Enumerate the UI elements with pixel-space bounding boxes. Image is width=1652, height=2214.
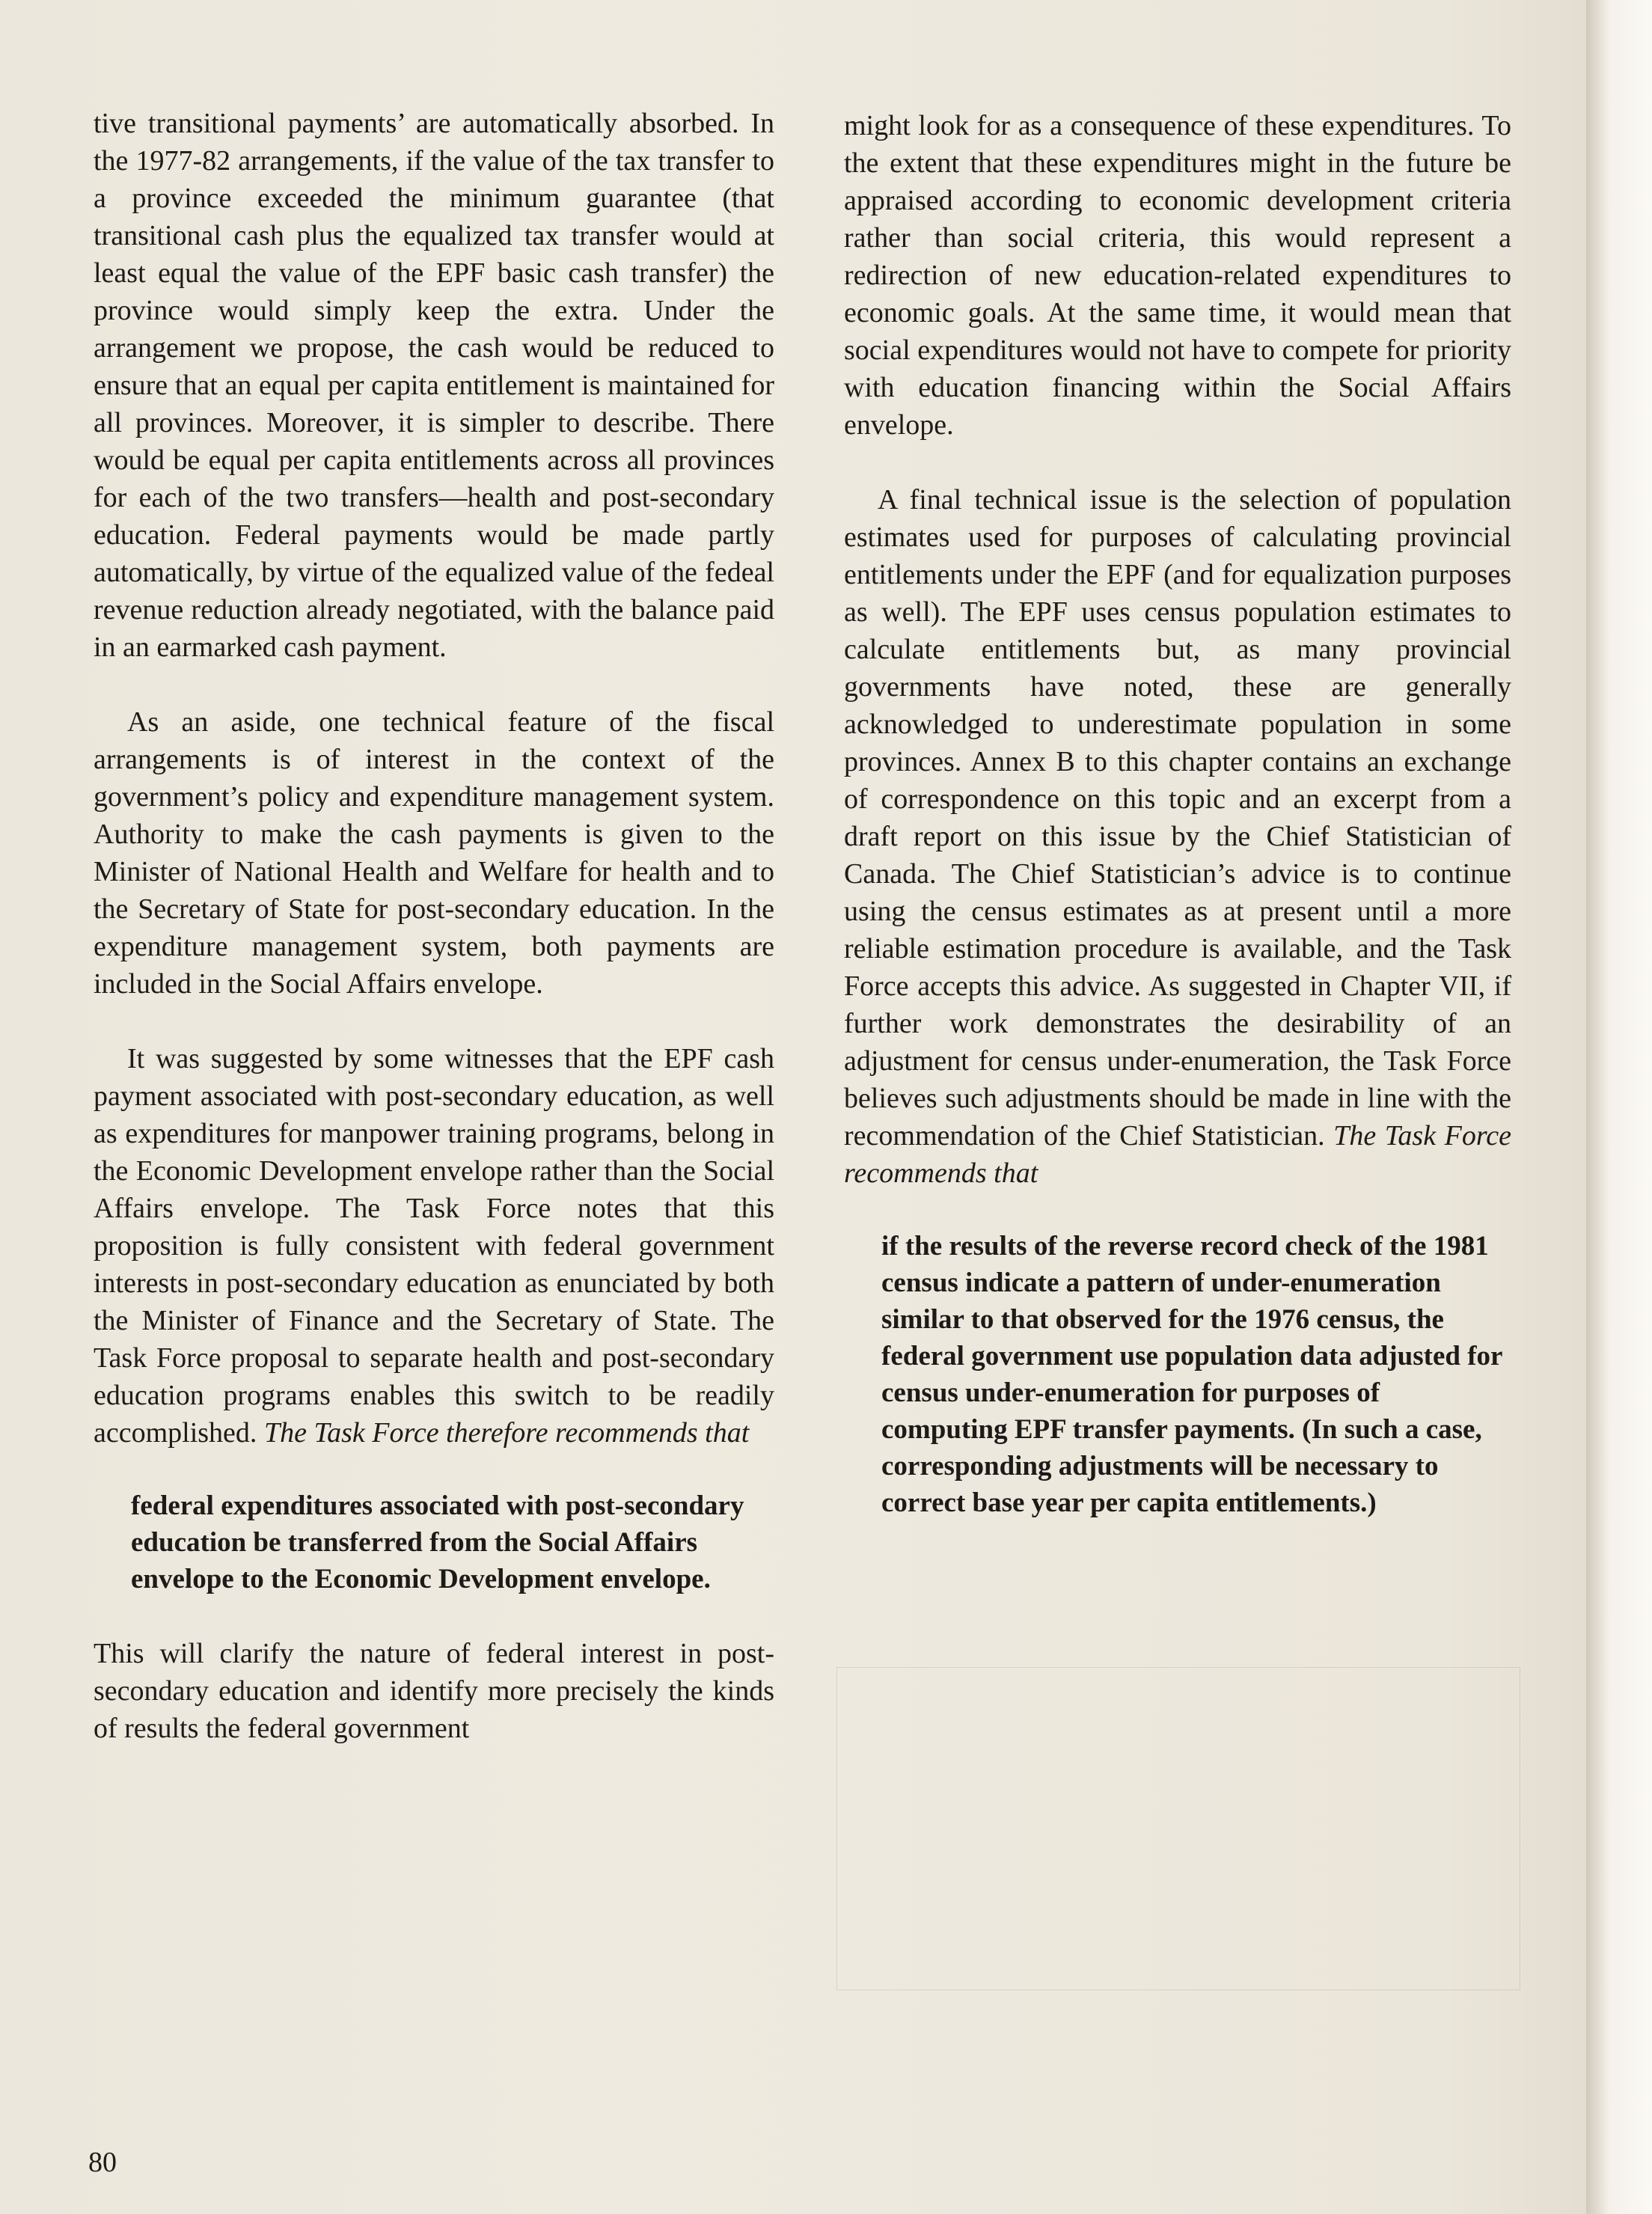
page-number: 80 (88, 2147, 117, 2178)
left-recommendation: federal expenditures associated with post-secondary education be transferred from the Social Affairs envelope to the Economic Development envelope. (131, 1490, 744, 1594)
right-paragraph-2-text: A final technical issue is the selection of population estimates used for purposes of calculating provincial entitlements under the EPF (and for equalization purposes as well). The EPF uses census population estimates to calculate entitlements but, as many provincial governments have noted, these are generally acknowledged to underestimate population in some provinces. Annex B to this chapter contains an exchange of correspondence on this topic and an excerpt from a draft report on this issue by the Chief Statistician of Canada. The Chief Statistician’s advice is to continue using the census estimates as at present until a more reliable estimation procedure is available, and the Task Force accepts this advice. As suggested in Chapter VII, if further work demonstrates the desirability of an adjustment for census under-enumeration, the Task Force believes such adjustments should be made in line with the recommendation of the Chief Statistician. (844, 484, 1511, 1152)
right-paragraph-1: might look for as a consequence of these expenditures. To the extent that these expenditures might in the future be appraised according to economic development criteria rather than social criteria, this would represent a redirection of new education-related expenditures to economic goals. At the same time, it would mean that social expenditures would not have to compete for priority with education financing within the Social Affairs envelope. (844, 110, 1511, 441)
left-paragraph-4: This will clarify the nature of federal interest in post-secondary education and identify more precisely the kinds of results the federal government (94, 1638, 774, 1744)
right-recommends-lead: The Task Force recommends that (844, 1120, 1511, 1189)
left-column (94, 105, 774, 1747)
right-recommendation: if the results of the reverse record check of the 1981 census indicate a pattern of under-enumeration similar to that observed for the 1976 census, the federal government use population data adjusted for census under-enumeration for purposes of computing EPF transfer payments. (In such a case, corresponding adjustments will be necessary to correct base year per capita entitlements.) (881, 1231, 1502, 1518)
left-paragraph-3 (94, 1040, 774, 1452)
empty-frame (836, 1667, 1520, 1990)
binding-gutter (1586, 0, 1652, 2214)
left-paragraph-3-text: It was suggested by some witnesses that the EPF cash payment associated with post-secondary education, as well as expenditures for manpower training programs, belong in the Economic Development envelope rather than the Social Affairs envelope. The Task Force notes that this proposition is fully consistent with federal government interests in post-secondary education as enunciated by both the Minister of Finance and the Secretary of State. The Task Force proposal to separate health and post-secondary education programs enables this switch to be readily accomplished. (94, 1043, 774, 1449)
left-paragraph-1: tive transitional payments’ are automatically absorbed. In the 1977-82 arrangements, if the value of the tax transfer to a province exceeded the minimum guarantee (that transitional cash plus the equalized tax transfer would at least equal the value of the EPF basic cash transfer) the province would simply keep the extra. Under the arrangement we propose, the cash would be reduced to ensure that an equal per capita entitlement is maintained for all provinces. Moreover, it is simpler to describe. There would be equal per capita entitlements across all provinces for each of the two transfers—health and post-secondary education. Federal payments would be made partly automatically, by virtue of the equalized value of the fedeal revenue reduction already negotiated, with the balance paid in an earmarked cash payment. (94, 108, 774, 663)
right-paragraph-2 (844, 481, 1511, 1192)
right-column (844, 107, 1511, 1521)
left-paragraph-2: As an aside, one technical feature of the fiscal arrangements is of interest in the context of the government’s policy and expenditure management system. Authority to make the cash payments is given to the Minister of National Health and Welfare for health and to the Secretary of State for post-secondary education. In the expenditure management system, both payments are included in the Social Affairs envelope. (94, 706, 774, 1000)
left-recommends-lead: The Task Force therefore recommends that (263, 1417, 750, 1449)
